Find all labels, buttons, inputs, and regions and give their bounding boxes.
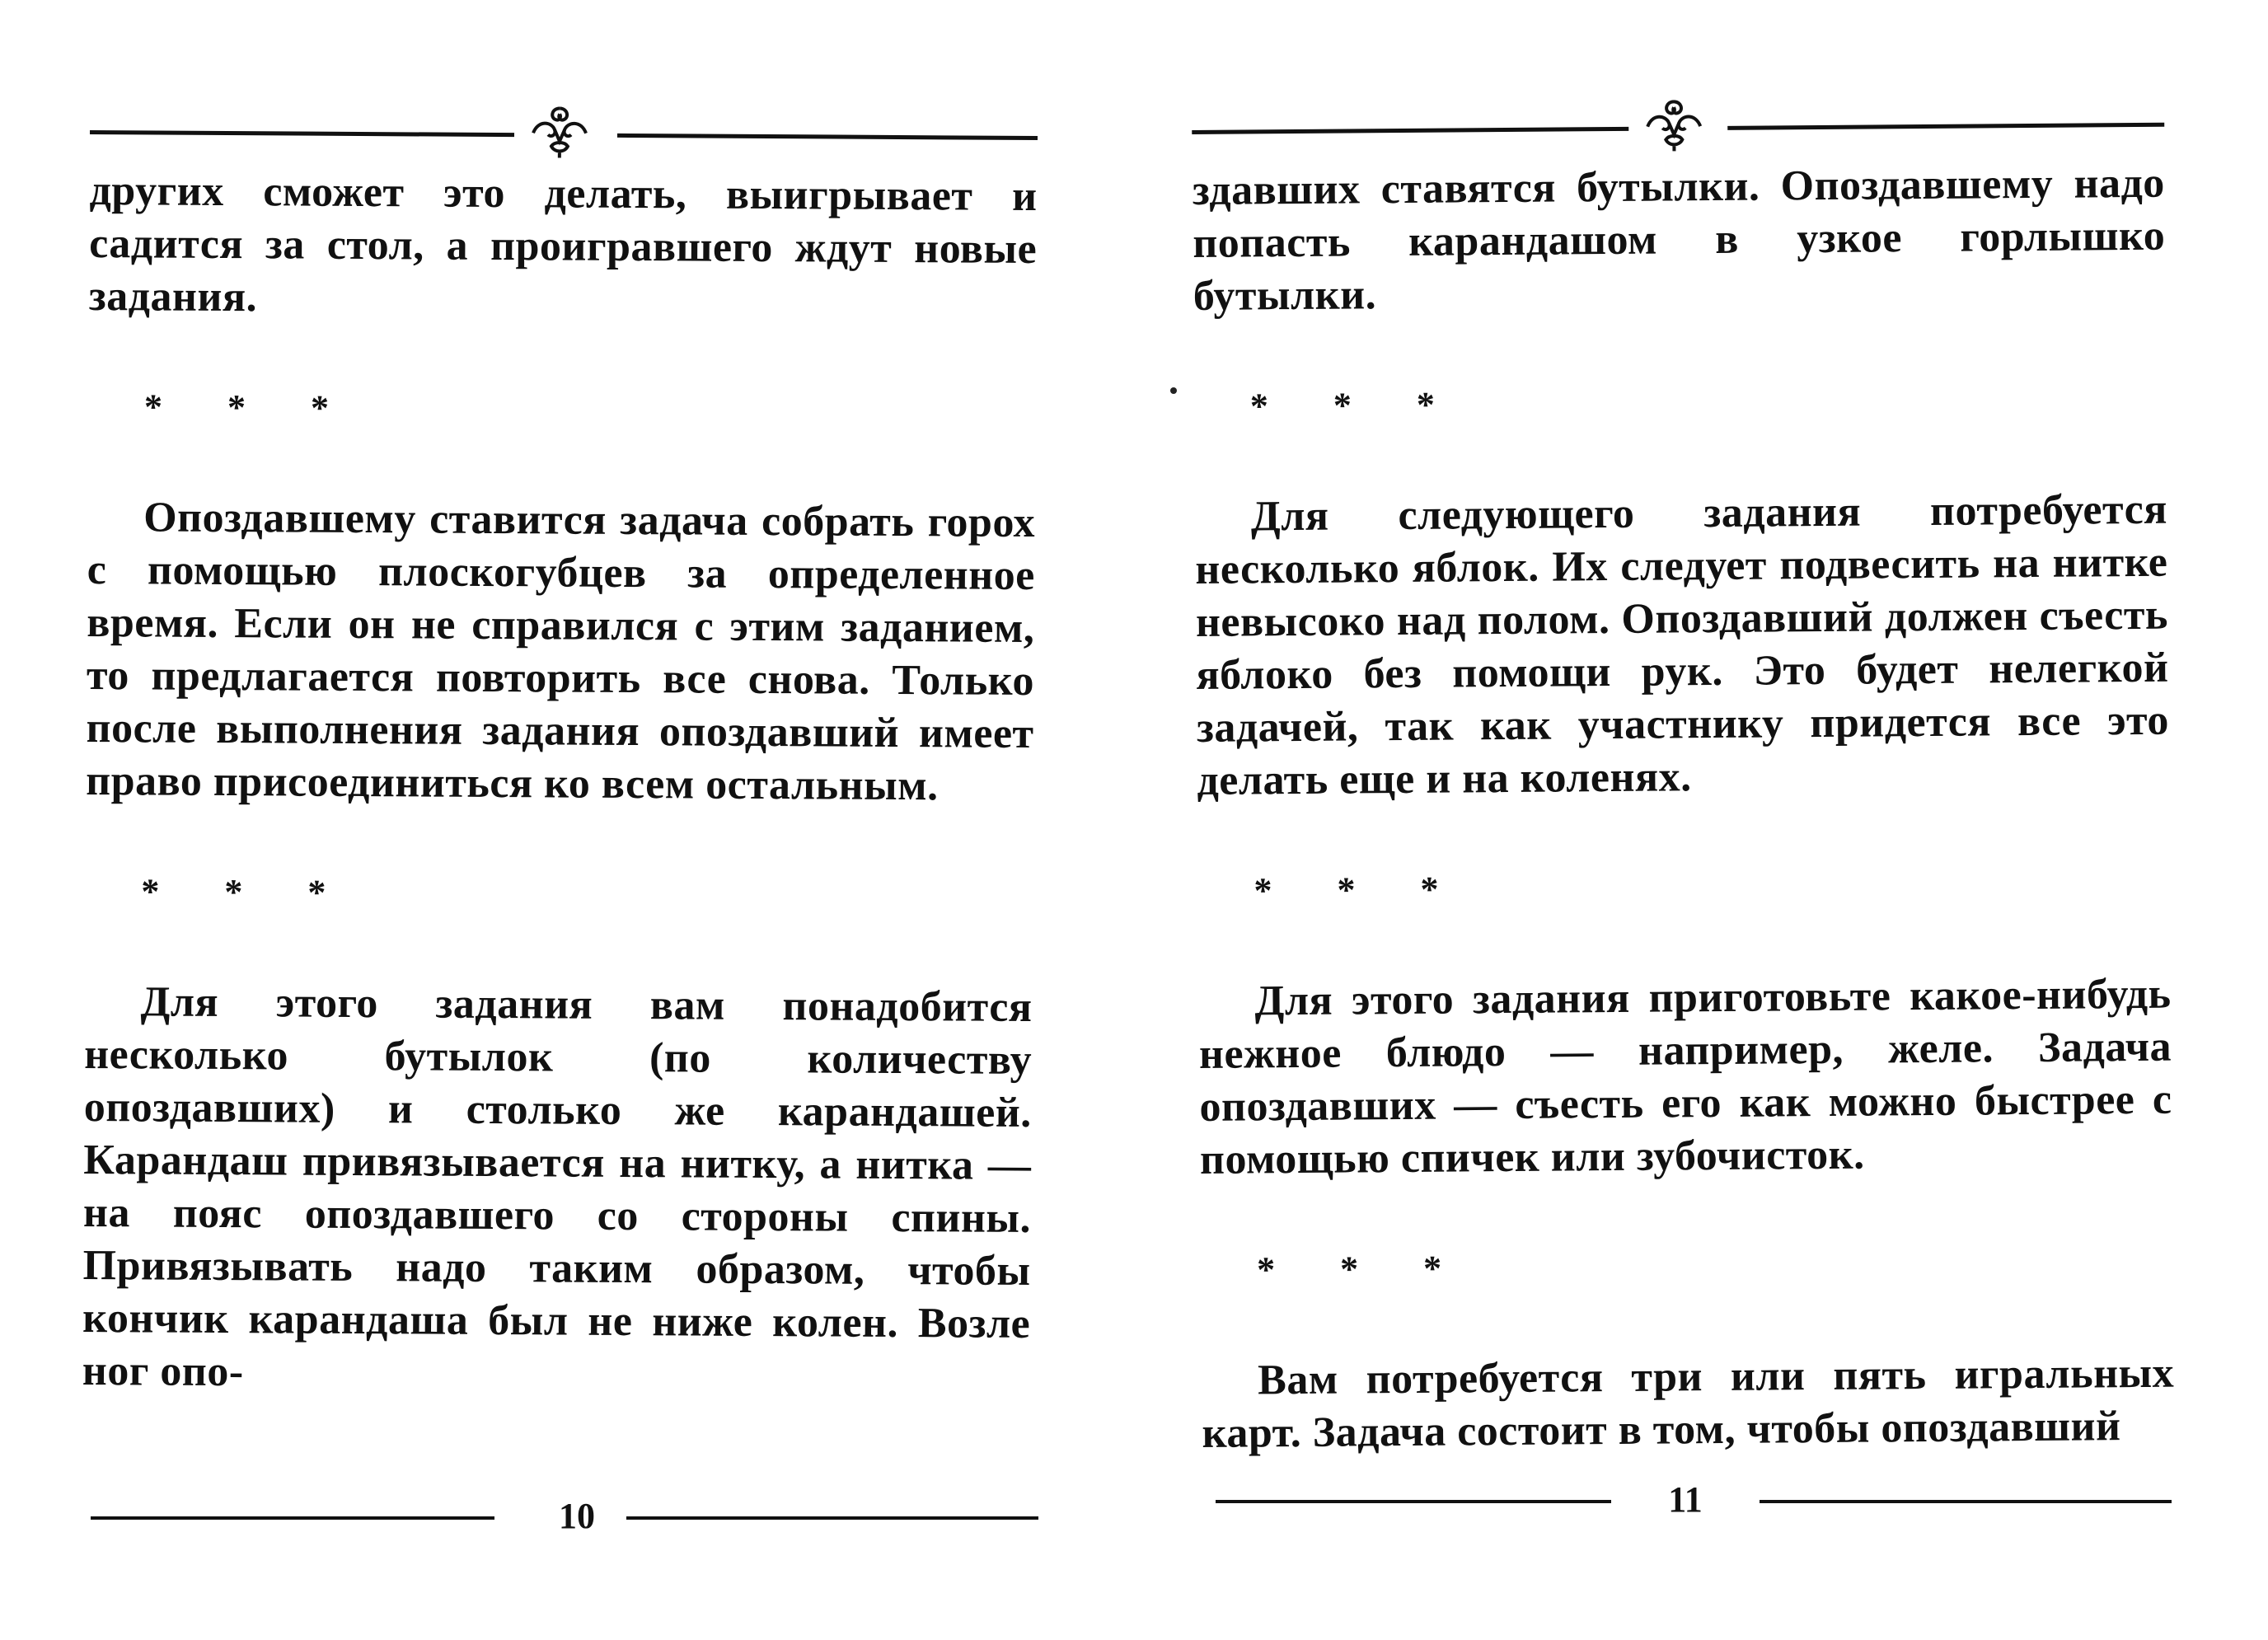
left-page-footer [91, 1492, 1038, 1541]
page-number: 10 [559, 1496, 595, 1536]
fleuron-icon [527, 101, 593, 159]
header-rule-right [1727, 123, 2164, 130]
left-paragraph-continued: других сможет это делать, выигрывает и садится за стол, а проигравшего ждут новые задания. [88, 166, 1038, 321]
right-paragraph-jelly: Для этого задания приготовьте какое-нибудь нежное блюдо — например, желе. Задача опоздавших — съесть его как можно быстрее с помощью спичек или зубочисток. [1198, 970, 2172, 1183]
left-paragraph-peas: Опоздавшему ставится задача собрать горох с помощью плоскогубцев за определенное время. Если он не справился с этим заданием, то предлагается повторить все снова. Только после выполнения задания опоздавший имеет право присоединиться ко всем остальным. [86, 494, 1036, 810]
section-separator: * * * [141, 871, 354, 913]
right-page-footer [1216, 1475, 2172, 1525]
right-paragraph-cards: Вам потребуется три или пять игральных карт. Задача состоит в том, чтобы опоздавший [1202, 1349, 2175, 1457]
print-speck [1170, 387, 1177, 394]
section-separator: * * * [1256, 1248, 1470, 1291]
header-ornament-rule [1192, 91, 2164, 148]
left-page-body [82, 165, 1038, 1403]
header-rule-left [1192, 127, 1628, 134]
footer-rule-left [1216, 1500, 1611, 1503]
right-page-body [1193, 157, 2175, 1460]
fleuron-icon [1641, 95, 1708, 153]
footer-rule-right [1760, 1500, 2172, 1503]
header-ornament-rule [90, 99, 1038, 154]
left-paragraph-bottles: Для этого задания вам понадобится несколько бутылок (по количеству опоздавших) и столько же карандашей. Карандаш привязывается на нитку, а нитка — на пояс опоздавшего со стороны спины. Привязывать надо таким образом, чтобы кончик карандаша был не ниже колен. Возле ног опо- [82, 978, 1033, 1396]
right-page [1191, 0, 2175, 1460]
left-page [82, 0, 1038, 1403]
right-paragraph-apples: Для следующего задания потребуется несколько яблок. Их следует подвесить на нитке невысоко над полом. Опоздавший должен съесть яблоко без помощи рук. Это будет нелегкой задачей, так как участнику придется все это делать еще и на коленях. [1195, 485, 2170, 804]
section-separator: * * * [1253, 869, 1467, 911]
page-number: 11 [1668, 1479, 1703, 1520]
right-paragraph-continued: здавших ставятся бутылки. Опоздавшему надо попасть карандашом в узкое горлышко бутылки. [1192, 159, 2166, 320]
header-rule-right [617, 134, 1038, 140]
section-separator: * * * [1249, 384, 1464, 427]
footer-rule-left [91, 1516, 494, 1520]
footer-rule-right [626, 1516, 1038, 1520]
header-rule-left [90, 130, 514, 137]
section-separator: * * * [143, 387, 358, 429]
